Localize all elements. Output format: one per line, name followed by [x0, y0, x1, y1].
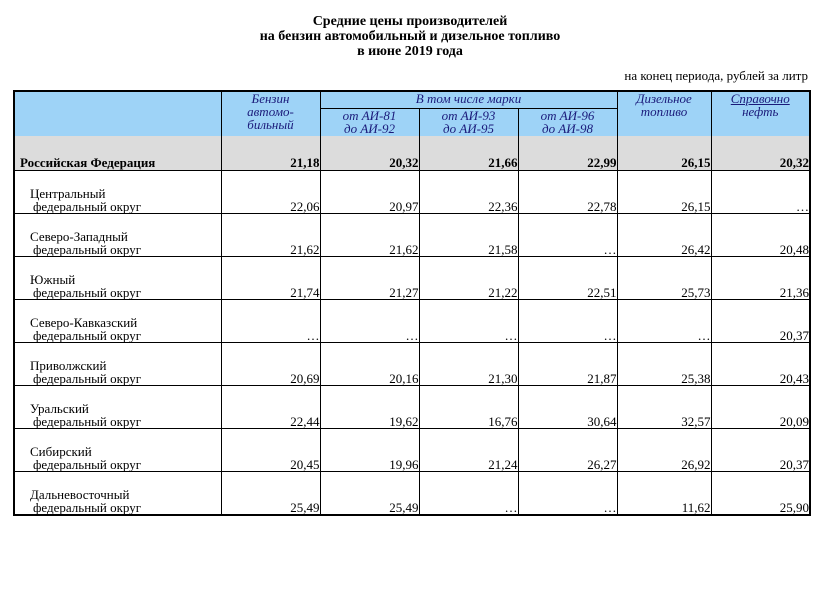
cell-diesel: … — [617, 300, 711, 343]
row-name-line-2: федеральный округ — [33, 199, 142, 214]
table-row — [14, 343, 810, 386]
row-name — [14, 257, 221, 300]
header-oil-line-1: Справочно — [730, 91, 790, 106]
header-region-blank — [14, 91, 221, 136]
cell-gasoline: 20,45 — [221, 429, 320, 472]
row-name — [14, 214, 221, 257]
cell-diesel: 25,38 — [617, 343, 711, 386]
row-name-line-2: федеральный округ — [33, 285, 142, 300]
cell-diesel: 26,92 — [617, 429, 711, 472]
header-gasoline-line-3: бильный — [247, 117, 294, 132]
title-line-3: в июне 2019 года — [357, 44, 463, 59]
cell-ai93: 21,58 — [419, 214, 518, 257]
header-gasoline-line-1: Бензин — [251, 91, 290, 106]
cell-oil: 20,37 — [711, 300, 810, 343]
cell-ai93: 21,30 — [419, 343, 518, 386]
cell-gasoline: … — [221, 300, 320, 343]
table-row — [14, 386, 810, 429]
cell-ai96: 22,78 — [518, 171, 617, 214]
cell-diesel: 26,42 — [617, 214, 711, 257]
cell-ai96: 21,87 — [518, 343, 617, 386]
cell-gasoline: 22,44 — [221, 386, 320, 429]
row-name-line-2: федеральный округ — [33, 457, 142, 472]
header-ai96 — [518, 109, 617, 137]
cell-gasoline: 21,18 — [221, 136, 320, 171]
cell-diesel: 11,62 — [617, 472, 711, 516]
row-name: Российская Федерация — [14, 136, 221, 171]
cell-oil: 21,36 — [711, 257, 810, 300]
header-group-brands: В том числе марки — [320, 91, 617, 109]
cell-ai96: … — [518, 300, 617, 343]
table-row — [14, 171, 810, 214]
unit-note: на конец периода, рублей за литр — [624, 68, 808, 83]
cell-ai81: 20,97 — [320, 171, 419, 214]
cell-ai81: 20,32 — [320, 136, 419, 171]
row-name-line-1: Приволжский — [30, 358, 107, 373]
header-ai96-line-2: до АИ-98 — [542, 121, 593, 136]
row-name-line-1: Дальневосточный — [30, 487, 130, 502]
cell-ai81: … — [320, 300, 419, 343]
cell-gasoline: 21,62 — [221, 214, 320, 257]
cell-ai93: 22,36 — [419, 171, 518, 214]
row-name-line-1: Сибирский — [30, 444, 92, 459]
row-name — [14, 343, 221, 386]
cell-oil: 20,09 — [711, 386, 810, 429]
header-oil-line-2: нефть — [742, 104, 779, 119]
header-gasoline — [221, 91, 320, 136]
header-ai81 — [320, 109, 419, 137]
row-name — [14, 429, 221, 472]
title-line-2: на бензин автомобильный и дизельное топливо — [259, 29, 561, 44]
cell-oil: … — [711, 171, 810, 214]
row-name-line-2: федеральный округ — [33, 414, 142, 429]
table-row — [14, 472, 810, 516]
header-ai81-line-2: до АИ-92 — [344, 121, 395, 136]
table-row — [14, 300, 810, 343]
row-name-line-1: Центральный — [30, 186, 106, 201]
cell-ai93: 21,24 — [419, 429, 518, 472]
header-ai93-line-1: от АИ-93 — [441, 108, 496, 123]
header-ai96-line-1: от АИ-96 — [540, 108, 595, 123]
cell-ai93: 21,66 — [419, 136, 518, 171]
header-diesel — [617, 91, 711, 136]
cell-oil: 20,37 — [711, 429, 810, 472]
title-line-1: Средние цены производителей — [312, 14, 508, 29]
cell-ai81: 19,62 — [320, 386, 419, 429]
row-name-line-2: федеральный округ — [33, 500, 142, 515]
header-gasoline-line-2: автомо- — [247, 104, 294, 119]
table-row — [14, 214, 810, 257]
row-name-line-1: Северо-Западный — [30, 229, 128, 244]
cell-ai81: 19,96 — [320, 429, 419, 472]
cell-gasoline: 20,69 — [221, 343, 320, 386]
row-name-line-1: Южный — [30, 272, 76, 287]
cell-ai81: 21,62 — [320, 214, 419, 257]
cell-ai96: 30,64 — [518, 386, 617, 429]
price-table — [13, 90, 811, 516]
document-title — [0, 14, 820, 59]
header-oil — [711, 91, 810, 136]
row-name-line-2: федеральный округ — [33, 242, 142, 257]
header-diesel-line-2: топливо — [640, 104, 688, 119]
cell-oil: 20,43 — [711, 343, 810, 386]
row-name — [14, 472, 221, 516]
header-ai81-line-1: от АИ-81 — [342, 108, 397, 123]
cell-ai96: 26,27 — [518, 429, 617, 472]
cell-oil: 20,32 — [711, 136, 810, 171]
cell-oil: 20,48 — [711, 214, 810, 257]
row-name-line-1: Северо-Кавказский — [30, 315, 138, 330]
cell-gasoline: 25,49 — [221, 472, 320, 516]
cell-ai93: 16,76 — [419, 386, 518, 429]
cell-diesel: 26,15 — [617, 171, 711, 214]
table-row-russian-federation — [14, 136, 810, 171]
cell-diesel: 25,73 — [617, 257, 711, 300]
header-diesel-line-1: Дизельное — [636, 91, 692, 106]
cell-oil: 25,90 — [711, 472, 810, 516]
cell-ai96: … — [518, 214, 617, 257]
row-name-line-2: федеральный округ — [33, 371, 142, 386]
row-name-line-1: Уральский — [30, 401, 89, 416]
row-name — [14, 386, 221, 429]
cell-ai81: 21,27 — [320, 257, 419, 300]
cell-ai96: 22,51 — [518, 257, 617, 300]
cell-diesel: 26,15 — [617, 136, 711, 171]
row-name-line-2: федеральный округ — [33, 328, 142, 343]
header-ai93-line-2: до АИ-95 — [443, 121, 494, 136]
cell-ai93: … — [419, 300, 518, 343]
header-ai93 — [419, 109, 518, 137]
cell-ai96: … — [518, 472, 617, 516]
cell-gasoline: 21,74 — [221, 257, 320, 300]
cell-ai96: 22,99 — [518, 136, 617, 171]
cell-ai93: 21,22 — [419, 257, 518, 300]
row-name — [14, 171, 221, 214]
cell-gasoline: 22,06 — [221, 171, 320, 214]
cell-ai81: 20,16 — [320, 343, 419, 386]
row-name — [14, 300, 221, 343]
table-row — [14, 429, 810, 472]
cell-ai81: 25,49 — [320, 472, 419, 516]
table-row — [14, 257, 810, 300]
cell-ai93: … — [419, 472, 518, 516]
cell-diesel: 32,57 — [617, 386, 711, 429]
